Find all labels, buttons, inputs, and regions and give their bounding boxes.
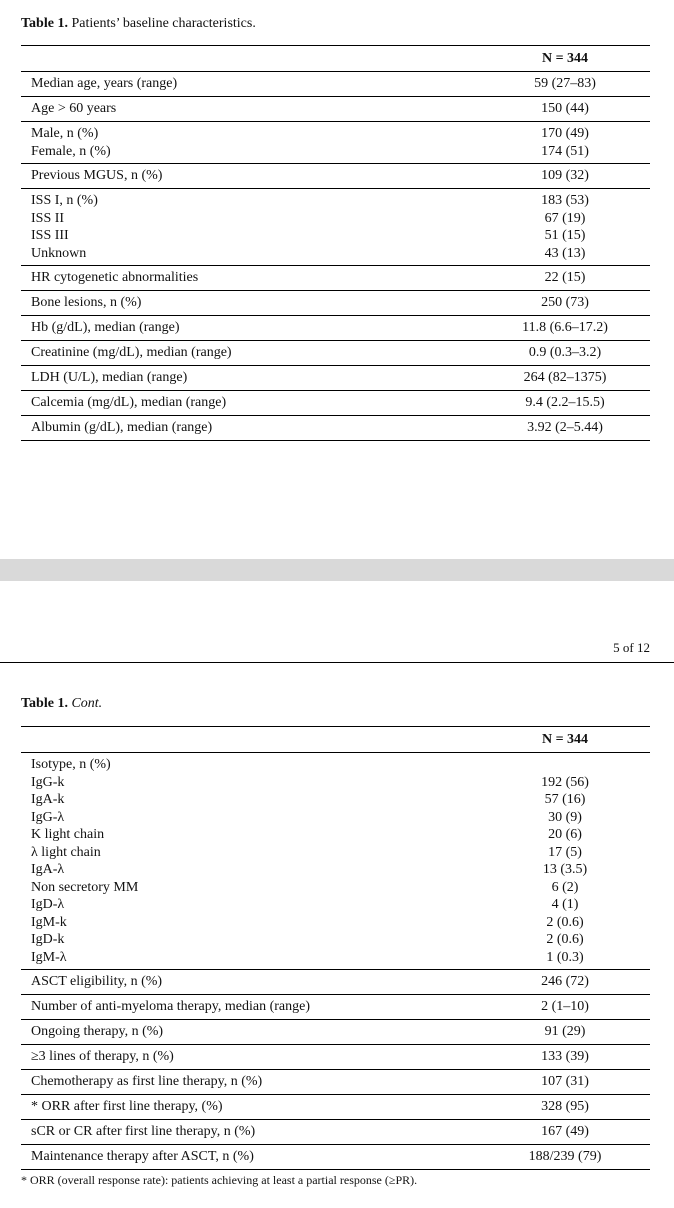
table1-label: Table 1. [21,16,68,31]
table1-cont-body [21,753,650,1170]
table1-cont-title: Cont. [71,696,103,711]
row-value-cell [480,1045,650,1070]
row-value [480,756,650,774]
row-value: 170 (49) [541,126,589,141]
row-value: 107 (31) [541,1074,589,1090]
row-label-cell [21,1045,480,1070]
row-value-cell [480,416,650,441]
row-value: 264 (82–1375) [523,370,607,386]
table-row [21,72,650,97]
row-label-cell [21,189,480,266]
row-label: λ light chain [31,844,101,860]
table-row [21,416,650,441]
row-label-cell [21,1120,480,1145]
row-label: Median age, years (range) [31,76,178,92]
row-value: 109 (32) [541,168,589,184]
row-value-cell [480,995,650,1020]
row-value: 3.92 (2–5.44) [527,420,603,436]
row-label-cell [21,341,480,366]
table-row [21,366,650,391]
row-value: 250 (73) [541,295,589,311]
row-label: Ongoing therapy, n (%) [31,1024,164,1040]
row-label-cell [21,291,480,316]
row-label: Non secretory MM [31,879,139,895]
row-value: 6 (2) [551,879,579,895]
row-label: Hb (g/dL), median (range) [31,320,180,336]
row-value: 246 (72) [541,974,589,990]
row-value-cell [480,970,650,995]
row-label: Age > 60 years [31,101,117,117]
row-value: 17 (5) [548,844,582,860]
table-row [21,122,650,164]
row-label-cell [21,753,480,970]
table-row [21,97,650,122]
table-row [21,995,650,1020]
row-label: IgG-k [31,774,65,790]
row-label-cell [21,97,480,122]
row-label-cell [21,970,480,995]
row-label-cell [21,122,480,164]
row-value-cell [480,1095,650,1120]
table-row [21,1020,650,1045]
header-rule [0,662,674,663]
row-label: Chemotherapy as first line therapy, n (%) [31,1074,263,1090]
row-value: 2 (0.6) [546,914,584,930]
row-value-cell [480,1145,650,1170]
row-value-cell [480,189,650,266]
table-row [21,341,650,366]
row-value: 22 (15) [544,270,586,286]
row-label: IgD-λ [31,897,65,912]
table-row [21,391,650,416]
table-row [21,1095,650,1120]
row-label: K light chain [31,827,105,842]
row-value-cell [480,316,650,341]
page-number: 5 of 12 [613,640,650,655]
row-value-cell [480,753,650,970]
row-label: Number of anti-myeloma therapy, median (range) [31,999,310,1015]
row-value-cell [480,1020,650,1045]
row-value: 192 (56) [541,774,589,790]
row-value: 174 (51) [541,143,589,159]
row-value-cell [480,266,650,291]
row-label: ISS I, n (%) [31,193,98,208]
row-value-cell [480,1120,650,1145]
row-label: Female, n (%) [31,143,111,159]
row-label-cell [21,366,480,391]
page-separator-band [0,559,674,581]
row-value: 4 (1) [551,897,579,912]
row-value: 1 (0.3) [546,949,584,965]
row-label: IgM-λ [31,949,67,965]
row-value: 0.9 (0.3–3.2) [528,345,602,361]
row-label-cell [21,1070,480,1095]
row-value: 13 (3.5) [542,862,588,877]
row-label: Male, n (%) [31,126,99,141]
row-label: Calcemia (mg/dL), median (range) [31,395,227,411]
row-value: 30 (9) [548,809,582,825]
row-value: 51 (15) [544,228,586,243]
row-value-cell [480,291,650,316]
table-row [21,291,650,316]
table1-cont-caption [21,696,102,712]
row-label: HR cytogenetic abnormalities [31,270,199,286]
row-value-cell [480,366,650,391]
row-value: 183 (53) [541,193,589,208]
row-value: 67 (19) [544,210,586,226]
row-label: LDH (U/L), median (range) [31,370,188,386]
table1 [21,45,650,441]
table-row [21,970,650,995]
row-label-cell [21,391,480,416]
row-label: ≥3 lines of therapy, n (%) [31,1049,174,1065]
table1-header-n: N = 344 [480,46,650,72]
table1-cont-header-label [21,727,480,753]
row-label: IgA-k [31,792,65,807]
row-label: Isotype, n (%) [31,757,111,772]
row-label: IgD-k [31,932,65,947]
row-label: Unknown [31,245,87,261]
row-label: Previous MGUS, n (%) [31,168,163,184]
table-row [21,753,650,970]
row-label-cell [21,316,480,341]
table-row [21,164,650,189]
row-label: Maintenance therapy after ASCT, n (%) [31,1149,254,1165]
table-row [21,1070,650,1095]
table1-title: Patients’ baseline characteristics. [71,16,256,31]
row-value: 59 (27–83) [534,76,596,92]
table1-body [21,72,650,441]
row-value-cell [480,72,650,97]
row-value: 2 (0.6) [546,932,584,947]
table1-cont-label: Table 1. [21,696,68,711]
row-value: 328 (95) [541,1099,589,1115]
row-label: IgG-λ [31,809,65,825]
table1-cont-header-n: N = 344 [480,727,650,753]
row-label: ISS II [31,210,65,226]
row-value-cell [480,122,650,164]
row-value: 2 (1–10) [541,999,589,1015]
row-label-cell [21,266,480,291]
row-label: ASCT eligibility, n (%) [31,974,163,990]
table-row [21,189,650,266]
row-label: Bone lesions, n (%) [31,295,142,311]
row-label-cell [21,1095,480,1120]
table1-caption [21,16,256,32]
row-value: 20 (6) [548,827,582,842]
row-label: IgA-λ [31,862,65,877]
row-label-cell [21,995,480,1020]
row-value: 133 (39) [541,1049,589,1065]
row-label-cell [21,1145,480,1170]
table-row [21,1120,650,1145]
row-value: 11.8 (6.6–17.2) [522,320,608,336]
row-label: Creatinine (mg/dL), median (range) [31,345,232,361]
row-value: 167 (49) [541,1124,589,1140]
row-label: * ORR after first line therapy, (%) [31,1099,223,1115]
row-label-cell [21,1020,480,1045]
row-label: IgM-k [31,914,67,930]
footnote: * ORR (overall response rate): patients achieving at least a partial response (≥PR). [21,1173,418,1187]
row-label-cell [21,416,480,441]
table-row [21,316,650,341]
row-value: 188/239 (79) [528,1149,602,1165]
row-value: 91 (29) [544,1024,586,1040]
row-label-cell [21,72,480,97]
row-value-cell [480,97,650,122]
table1-cont [21,726,650,1170]
row-value-cell [480,164,650,189]
row-label: Albumin (g/dL), median (range) [31,420,213,436]
table-row [21,266,650,291]
row-value: 43 (13) [544,245,586,261]
row-label-cell [21,164,480,189]
row-value-cell [480,391,650,416]
row-value: 9.4 (2.2–15.5) [525,395,605,411]
row-value-cell [480,341,650,366]
row-value: 57 (16) [544,792,586,807]
table-row [21,1045,650,1070]
table1-header-label [21,46,480,72]
row-value: 150 (44) [541,101,589,117]
table-row [21,1145,650,1170]
row-label: sCR or CR after first line therapy, n (%) [31,1124,256,1140]
row-label: ISS III [31,228,69,243]
row-value-cell [480,1070,650,1095]
